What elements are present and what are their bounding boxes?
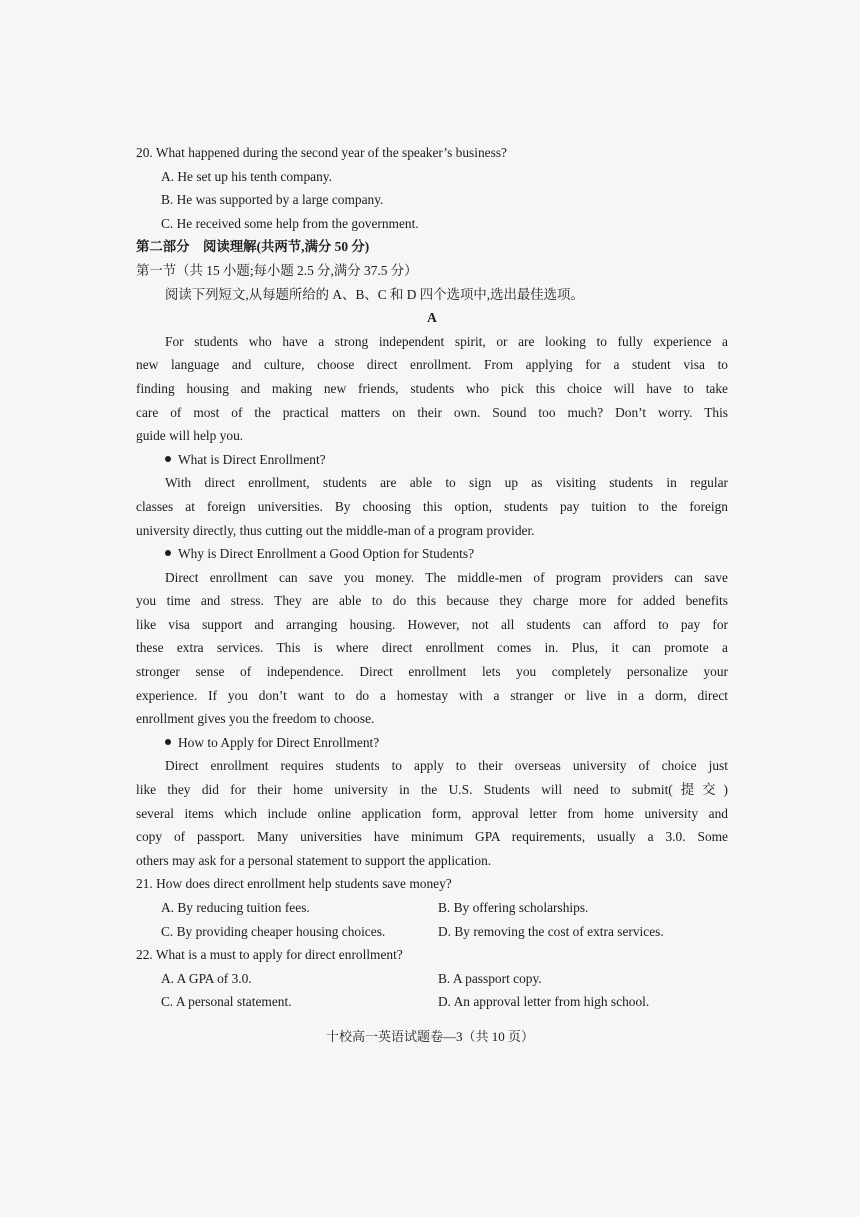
question-21-options-row-1 <box>136 896 728 920</box>
heading-text: What is Direct Enrollment? <box>178 451 326 467</box>
reading-instruction: 阅读下列短文,从每题所给的 A、B、C 和 D 四个选项中,选出最佳选项。 <box>165 286 584 302</box>
question-21-option-d: D. By removing the cost of extra services. <box>438 923 664 939</box>
paragraph-line: enrollment gives you the freedom to choose. <box>136 711 375 727</box>
paragraph-line: others may ask for a personal statement to support the application. <box>136 852 492 868</box>
paragraph-line: classes at foreign universities. By choosing this option, students pay tuition to the foreign <box>136 498 728 514</box>
paragraph-line: finding housing and making new friends, students who pick this choice will have to take <box>136 380 728 396</box>
question-22-option-a: A. A GPA of 3.0. <box>161 970 252 986</box>
paragraph-line: new language and culture, choose direct enrollment. From applying for a student visa to <box>136 357 728 373</box>
bullet-icon <box>165 739 171 745</box>
heading-text: How to Apply for Direct Enrollment? <box>178 734 380 750</box>
question-22-option-d: D. An approval letter from high school. <box>438 994 650 1010</box>
paragraph-line: For students who have a strong independent spirit, or are looking to fully experience a <box>165 333 728 349</box>
paragraph-line: you time and stress. They are able to do this because they charge more for added benefits <box>136 593 728 609</box>
bullet-icon <box>165 456 171 462</box>
paragraph-line: experience. If you don’t want to do a homestay with a stranger or live in a dorm, direct <box>136 687 728 703</box>
question-20-option-b: B. He was supported by a large company. <box>161 192 384 208</box>
paragraph-line: Direct enrollment can save you money. The middle-men of program providers can save <box>165 569 728 585</box>
section-heading-what <box>136 448 728 472</box>
question-21-option-c: C. By providing cheaper housing choices. <box>161 923 386 939</box>
question-22-options-row-1 <box>136 967 728 991</box>
paragraph-what <box>136 471 728 542</box>
question-20-option-a: A. He set up his tenth company. <box>161 168 332 184</box>
paragraph-line: like they did for their home university in the U.S. Students will need to submit(提交) <box>136 782 728 798</box>
question-22-stem: 22. What is a must to apply for direct enrollment? <box>136 947 403 963</box>
section-heading-why <box>136 542 728 566</box>
paragraph-line: stronger sense of independence. Direct enrollment lets you completely personalize your <box>136 664 728 680</box>
paragraph-line: these extra services. This is where direct enrollment comes in. Plus, it can promote a <box>136 640 728 656</box>
paragraph-line: like visa support and arranging housing. However, not all students can afford to pay for <box>136 616 728 632</box>
question-21-options-row-2 <box>136 920 728 944</box>
question-22-options-row-2 <box>136 990 728 1014</box>
question-22-option-c: C. A personal statement. <box>161 994 292 1010</box>
paragraph-line: several items which include online application form, approval letter from home university and <box>136 805 728 821</box>
passage-letter: A <box>427 310 437 326</box>
paragraph-line: Direct enrollment requires students to apply to their overseas university of choice just <box>165 758 728 774</box>
bullet-icon <box>165 550 171 556</box>
page-footer: 十校高一英语试题卷—3（共 10 页） <box>325 1029 534 1044</box>
page-content <box>136 141 728 1014</box>
question-22-option-b: B. A passport copy. <box>438 970 542 986</box>
question-20-option-c: C. He received some help from the government. <box>161 215 419 231</box>
question-21-option-a: A. By reducing tuition fees. <box>161 900 310 915</box>
part-two-title: 第二部分 阅读理解(共两节,满分 50 分) <box>136 239 370 255</box>
paragraph-line: guide will help you. <box>136 428 244 444</box>
question-21-option-b: B. By offering scholarships. <box>438 900 589 915</box>
question-20-stem: 20. What happened during the second year of the speaker’s business? <box>136 145 507 160</box>
heading-text: Why is Direct Enrollment a Good Option for Students? <box>178 546 475 562</box>
paragraph-how <box>136 754 728 872</box>
paragraph-line: care of most of the practical matters on their own. Sound too much? Don’t worry. This <box>136 404 728 420</box>
paragraph-line: university directly, thus cutting out the middle-man of a program provider. <box>136 522 535 538</box>
section-heading-how <box>136 731 728 755</box>
question-21-stem: 21. How does direct enrollment help students save money? <box>136 876 452 892</box>
paragraph-line: copy of passport. Many universities have minimum GPA requirements, usually a 3.0. Some <box>136 829 728 845</box>
paragraph-why <box>136 566 728 731</box>
paragraph-line: With direct enrollment, students are able to sign up as visiting students in regular <box>165 475 728 491</box>
passage-intro-paragraph <box>136 330 728 448</box>
section-one-heading: 第一节（共 15 小题;每小题 2.5 分,满分 37.5 分） <box>136 262 418 278</box>
